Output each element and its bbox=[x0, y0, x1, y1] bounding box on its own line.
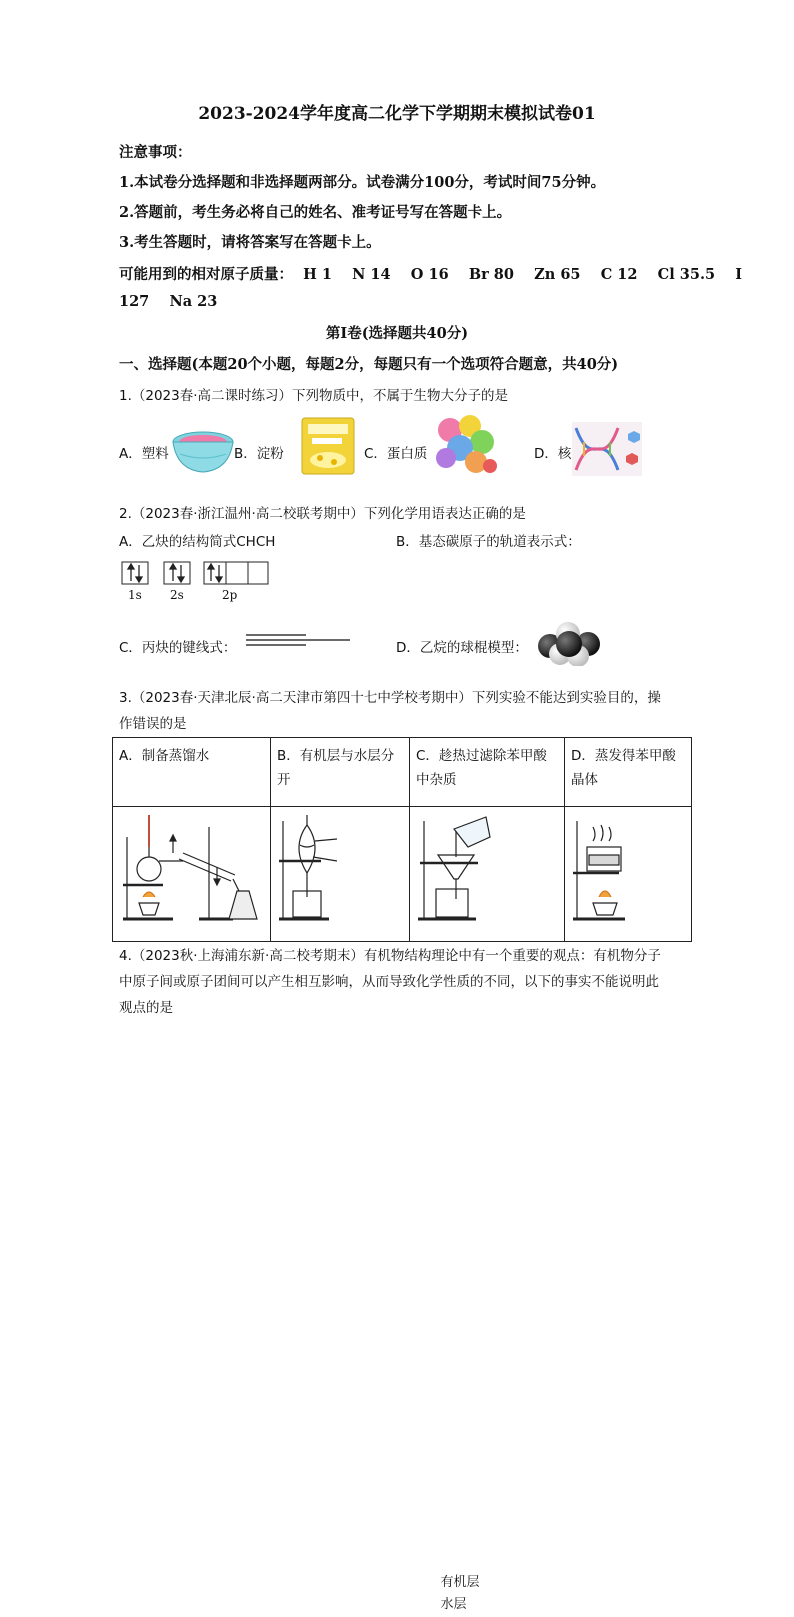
q3-stem-line-1: 3.（2023春·天津北辰·高二天津市第四十七中学校考期中）下列实验不能达到实验目的，操 bbox=[119, 690, 661, 706]
q3-cell-b bbox=[271, 738, 410, 807]
ethane-model-image bbox=[536, 618, 602, 666]
q1-stem: 1.（2023春·高二课时练习）下列物质中，不属于生物大分子的是 bbox=[119, 388, 509, 404]
evaporation-apparatus bbox=[565, 807, 691, 933]
filtration-apparatus bbox=[410, 807, 564, 933]
water-layer-label: 水层 bbox=[440, 1596, 467, 1612]
orbital-label-1s: 1s bbox=[128, 588, 142, 602]
orbital-label-2s: 2s bbox=[170, 588, 184, 602]
separatory-funnel-cell bbox=[271, 807, 480, 1612]
notes-heading: 注意事项： bbox=[119, 144, 192, 161]
orbital-label-2p: 2p bbox=[222, 588, 238, 602]
atomic-masses-line-1: 可能用到的相对原子质量： H 1 N 14 O 16 Br 80 Zn 65 C 12 Cl 35.5 I bbox=[119, 266, 743, 283]
protein-model-image bbox=[432, 414, 500, 478]
q1-option-c: C．蛋白质 bbox=[364, 446, 428, 462]
q3-b-text-2: 开 bbox=[277, 772, 291, 788]
q2-option-a: A．乙炔的结构简式CHCH bbox=[119, 534, 276, 550]
q3-b-text-1: B．有机层与水层分 bbox=[277, 748, 395, 764]
q3-cell-a bbox=[113, 738, 271, 807]
carbon-orbital-diagram bbox=[120, 560, 270, 606]
q3-c-text-2: 中杂质 bbox=[416, 772, 457, 788]
q3-c-text-1: C．趁热过滤除苯甲酸 bbox=[416, 748, 547, 764]
starch-bag-image bbox=[300, 416, 356, 476]
q2-option-d: D．乙烷的球棍模型： bbox=[396, 640, 528, 656]
q4-line-2: 中原子间或原子团间可以产生相互影响，从而导致化学性质的不同，以下的事实不能说明此 bbox=[119, 974, 659, 990]
propyne-skeletal-formula bbox=[246, 632, 352, 648]
plastic-basin-image bbox=[172, 424, 234, 478]
evaporation-cell bbox=[565, 807, 692, 942]
q2-option-c: C．丙炔的键线式： bbox=[119, 640, 237, 656]
q3-cell-d bbox=[565, 738, 692, 807]
note-item-2: 2.答题前，考生务必将自己的姓名、准考证号写在答题卡上。 bbox=[119, 204, 512, 221]
q3-d-text-2: 晶体 bbox=[571, 772, 598, 788]
atomic-masses-line-2: 127 Na 23 bbox=[119, 293, 218, 310]
q3-a-text: A．制备蒸馏水 bbox=[119, 748, 210, 764]
exam-title: 2023-2024学年度高二化学下学期期末模拟试卷01 bbox=[198, 104, 596, 124]
organic-layer-label: 有机层 bbox=[440, 1574, 480, 1590]
q3-d-text-1: D．蒸发得苯甲酸 bbox=[571, 748, 676, 764]
note-item-3: 3.考生答题时，请将答案写在答题卡上。 bbox=[119, 234, 381, 251]
q2-option-b: B．基态碳原子的轨道表示式： bbox=[396, 534, 581, 550]
q3-stem-line-2: 作错误的是 bbox=[119, 716, 187, 732]
q4-line-1: 4.（2023秋·上海浦东新·高二校考期末）有机物结构理论中有一个重要的观点：有机物分子 bbox=[119, 948, 661, 964]
q1-option-d: D．核 bbox=[534, 446, 572, 462]
separatory-funnel-apparatus bbox=[271, 807, 409, 933]
q1-option-a: A．塑料 bbox=[119, 446, 169, 462]
distillation-apparatus bbox=[113, 807, 270, 933]
section-heading: 一、选择题(本题20个小题，每题2分，每题只有一个选项符合题意，共40分) bbox=[119, 356, 619, 373]
q1-option-b: B．淀粉 bbox=[234, 446, 284, 462]
q2-stem: 2.（2023春·浙江温州·高二校联考期中）下列化学用语表达正确的是 bbox=[119, 506, 526, 522]
q3-cell-c bbox=[410, 738, 565, 807]
section-title: 第I卷(选择题共40分) bbox=[325, 325, 469, 342]
nucleic-acid-image bbox=[572, 422, 642, 476]
q4-line-3: 观点的是 bbox=[119, 1000, 173, 1016]
hot-filtration-cell bbox=[410, 807, 565, 942]
note-item-1: 1.本试卷分选择题和非选择题两部分。试卷满分100分，考试时间75分钟。 bbox=[119, 174, 606, 191]
distillation-apparatus-cell bbox=[113, 807, 271, 942]
